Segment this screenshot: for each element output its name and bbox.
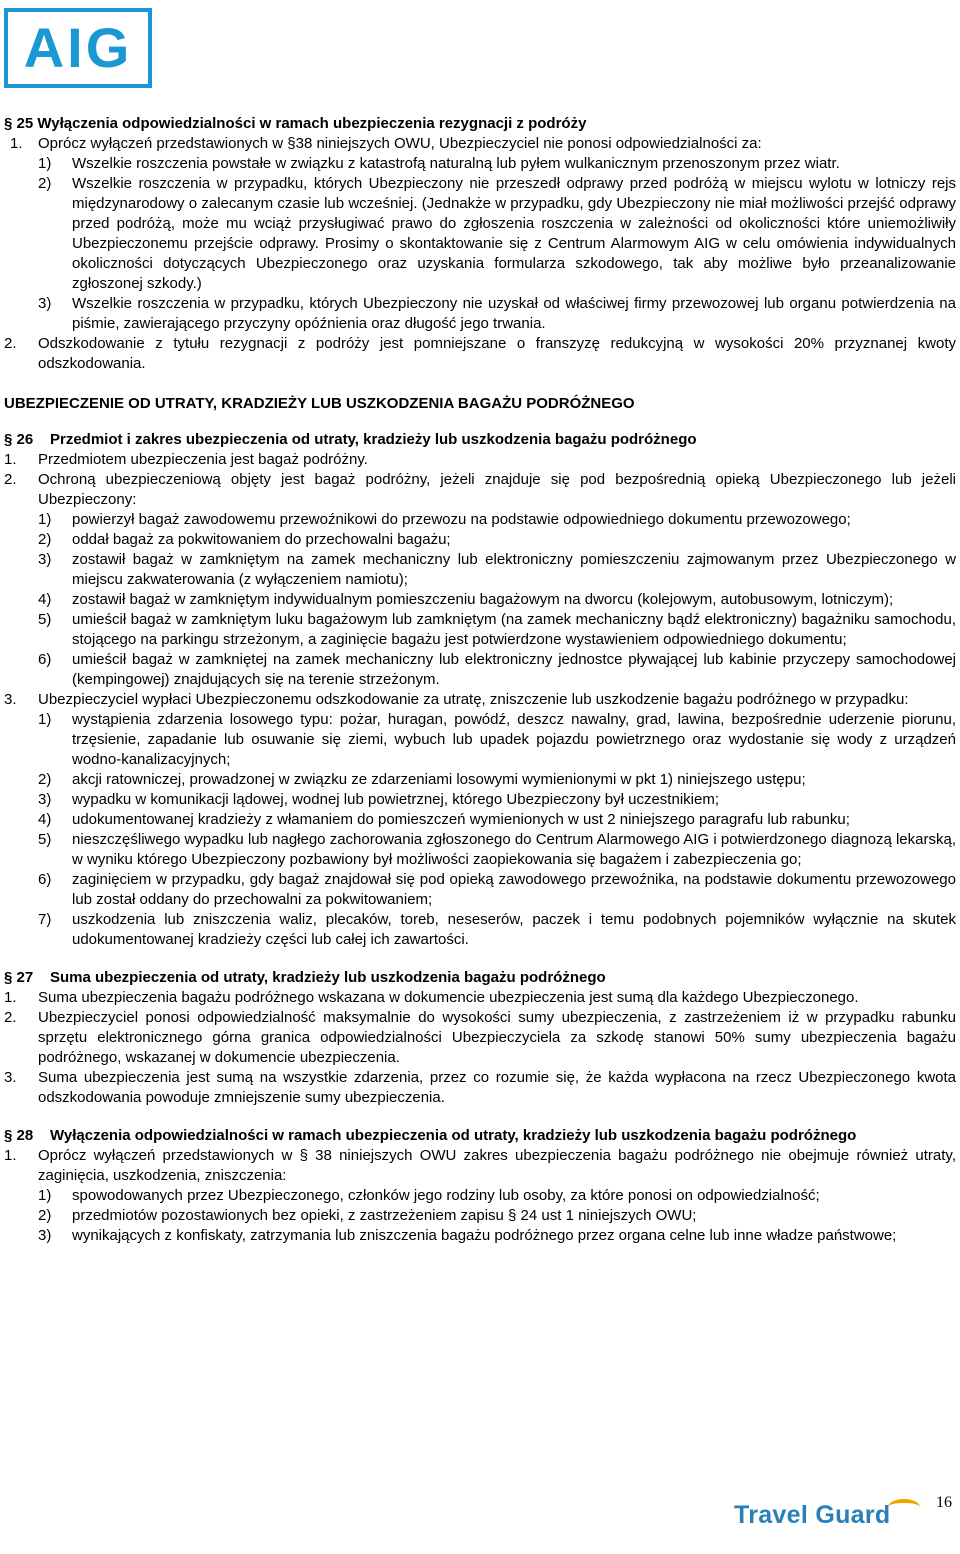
- list-item: 1. Przedmiotem ubezpieczenia jest bagaż podróżny.: [4, 451, 368, 468]
- list-item: 3. Ubezpieczyciel wypłaci Ubezpieczonemu odszkodowanie za utratę, zniszczenie lub uszkodzenie bagażu podróżnego w przypadku:: [4, 691, 909, 708]
- list-item: 5) nieszczęśliwego wypadku lub nagłego zachorowania zgłoszonego do Centrum Alarmowego AIG i potwierdzonego diagnozą lekarską, w wyniku którego Ubezpieczony pozbawiony był możliwości zaopiekowania się bagażem i zabezpieczenia go;: [38, 831, 956, 868]
- aig-logo: AIG: [4, 8, 152, 88]
- list-item: 1) Wszelkie roszczenia powstałe w związku z katastrofą naturalną lub pyłem wulkanicznym przenoszonym przez wiatr.: [38, 155, 840, 172]
- page-number: 16: [936, 1494, 952, 1511]
- list-item: 2) Wszelkie roszczenia w przypadku, których Ubezpieczony nie przeszedł odprawy przed podróżą w miejscu wylotu w lotniczy rejs międzynarodowy o zalecanym czasie lub wcześniej. (Jednakże w przypadku, gdy Ubezpieczony nie miał możliwości przejść odprawy przed podróżą, może mu wciąż przysługiwać prawo do zgłoszenia roszczenia w zależności od okoliczności które uniemożliwiły Ubezpieczonemu przejście odprawy. Prosimy o skontaktowanie się z Centrum Alarmowym AIG w celu omówienia indywidualnych okoliczności dotyczących Ubezpieczonego oraz uzyskania formularza szkodowego, tak aby możliwe było przeanalizowanie zgłoszonej szkody.): [38, 175, 956, 292]
- list-item: 1. Suma ubezpieczenia bagażu podróżnego wskazana w dokumencie ubezpieczenia jest sumą dla każdego Ubezpieczonego.: [4, 989, 859, 1006]
- section-28-heading: § 28 Wyłączenia odpowiedzialności w ramach ubezpieczenia od utraty, kradzieży lub uszkodzenia bagażu podróżnego: [4, 1127, 857, 1144]
- list-item: 2) przedmiotów pozostawionych bez opieki, z zastrzeżeniem zapisu § 24 ust 1 niniejszych OWU;: [38, 1207, 697, 1224]
- list-item: 6) zaginięciem w przypadku, gdy bagaż znajdował się pod opieką zawodowego przewoźnika, na podstawie dokumentu przewozowego lub został oddany do przechowalni za pokwitowaniem;: [38, 871, 956, 908]
- section-title: Wyłączenia odpowiedzialności w ramach ubezpieczenia rezygnacji z podróży: [37, 115, 587, 132]
- section-26-heading: § 26 Przedmiot i zakres ubezpieczenia od utraty, kradzieży lub uszkodzenia bagażu podróżnego: [4, 431, 697, 448]
- list-item: 4) zostawił bagaż w zamkniętym indywidualnym pomieszczeniu bagażowym na dworcu (kolejowym, autobusowym, lotniczym);: [38, 591, 894, 608]
- list-item: 7) uszkodzenia lub zniszczenia waliz, plecaków, toreb, neseserów, paczek i temu podobnych pojemników wyłącznie na skutek udokumentowanej kradzieży części lub całej ich zawartości.: [38, 911, 956, 948]
- list-item: 2. Ubezpieczyciel ponosi odpowiedzialność maksymalnie do wysokości sumy ubezpieczenia, z zastrzeżeniem iż w przypadku rabunku sprzętu elektronicznego górna granica odpowiedzialności Ubezpieczyciela za szkodę stanowi 50% sumy ubezpieczenia bagażu podróżnego, wskazanej w dokumencie ubezpieczenia.: [4, 1009, 956, 1066]
- list-item: 2. Odszkodowanie z tytułu rezygnacji z podróży jest pomniejszane o franszyzę redukcyjną w wysokości 20% przyznanej kwoty odszkodowania.: [4, 335, 956, 372]
- list-item: 3) zostawił bagaż w zamkniętym na zamek mechaniczny lub elektroniczny pomieszczeniu zajmowanym przez Ubezpieczonego w miejscu zakwaterowania (z wyłączeniem namiotu);: [38, 551, 956, 588]
- list-item: 4) udokumentowanej kradzieży z włamaniem do pomieszczeń wymienionych w ust 2 niniejszego paragrafu lub rabunku;: [38, 811, 850, 828]
- list-item: 2. Ochroną ubezpieczeniową objęty jest bagaż podróżny, jeżeli znajduje się pod bezpośrednią opieką Ubezpieczonego lub jeżeli Ubezpieczony:: [4, 471, 956, 508]
- insurance-section-title: UBEZPIECZENIE OD UTRATY, KRADZIEŻY LUB USZKODZENIA BAGAŻU PODRÓŻNEGO: [4, 395, 635, 412]
- section-25-heading: [4, 114, 956, 134]
- document-body: [4, 114, 956, 1246]
- list-item: 1) wystąpienia zdarzenia losowego typu: pożar, huragan, powódź, deszcz nawalny, grad, lawina, bezpośrednie uderzenie piorunu, trzęsienie, zapadanie lub osuwanie się ziemi, wybuch lub upadek pojazdu powietrznego oraz wydostanie się wody z urządzeń wodno-kanalizacyjnych;: [38, 711, 956, 768]
- section-number: § 25: [4, 115, 34, 132]
- swoosh-icon: [888, 1499, 920, 1515]
- list-item: 3) wynikających z konfiskaty, zatrzymania lub zniszczenia bagażu podróżnego przez organa celne lub inne władze państwowe;: [38, 1227, 897, 1244]
- list-item: 2) akcji ratowniczej, prowadzonej w związku ze zdarzeniami losowymi wymienionymi w pkt 1) niniejszego ustępu;: [38, 771, 806, 788]
- section-27-heading: § 27 Suma ubezpieczenia od utraty, kradzieży lub uszkodzenia bagażu podróżnego: [4, 969, 606, 986]
- list-item: 3) Wszelkie roszczenia w przypadku, których Ubezpieczony nie uzyskał od właściwej firmy przewozowej lub organu potwierdzenia na piśmie, zawierającego przyczyny opóźnienia oraz długość jego trwania.: [38, 295, 956, 332]
- travel-guard-logo: Travel Guard: [734, 1505, 920, 1525]
- list-item: 1) spowodowanych przez Ubezpieczonego, członków jego rodziny lub osoby, za które ponosi on odpowiedzialność;: [38, 1187, 820, 1204]
- list-item: 5) umieścił bagaż w zamkniętym luku bagażowym lub zamkniętym (na zamek mechaniczny bądź elektroniczny) bagażniku samochodu, stojącego na parkingu strzeżonym, a zaginięcie bagażu jest potwierdzone wystawieniem odpowiedniego dokumentu;: [38, 611, 956, 648]
- list-item: 1. Oprócz wyłączeń przedstawionych w § 38 niniejszych OWU zakres ubezpieczenia bagażu podróżnego nie obejmuje również utraty, zaginięcia, uszkodzenia, zniszczenia:: [4, 1147, 956, 1184]
- list-item: 2) oddał bagaż za pokwitowaniem do przechowalni bagażu;: [38, 531, 451, 548]
- list-item: 3) wypadku w komunikacji lądowej, wodnej lub powietrznej, którego Ubezpieczony był uczestnikiem;: [38, 791, 719, 808]
- list-item: 1. Oprócz wyłączeń przedstawionych w §38 niniejszych OWU, Ubezpieczyciel nie ponosi odpowiedzialności za:: [10, 135, 762, 152]
- list-item: 6) umieścił bagaż w zamkniętej na zamek mechaniczny lub elektroniczny jednostce pływającej lub kabinie przyczepy samochodowej (kempingowej) znajdujących się na terenie strzeżonym.: [38, 651, 956, 688]
- list-item: 3. Suma ubezpieczenia jest sumą na wszystkie zdarzenia, przez co rozumie się, że każda wypłacona na rzecz Ubezpieczonego kwota odszkodowania powoduje zmniejszenie sumy ubezpieczenia.: [4, 1069, 956, 1106]
- list-item: 1) powierzył bagaż zawodowemu przewoźnikowi do przewozu na podstawie odpowiedniego dokumentu przewozowego;: [38, 511, 851, 528]
